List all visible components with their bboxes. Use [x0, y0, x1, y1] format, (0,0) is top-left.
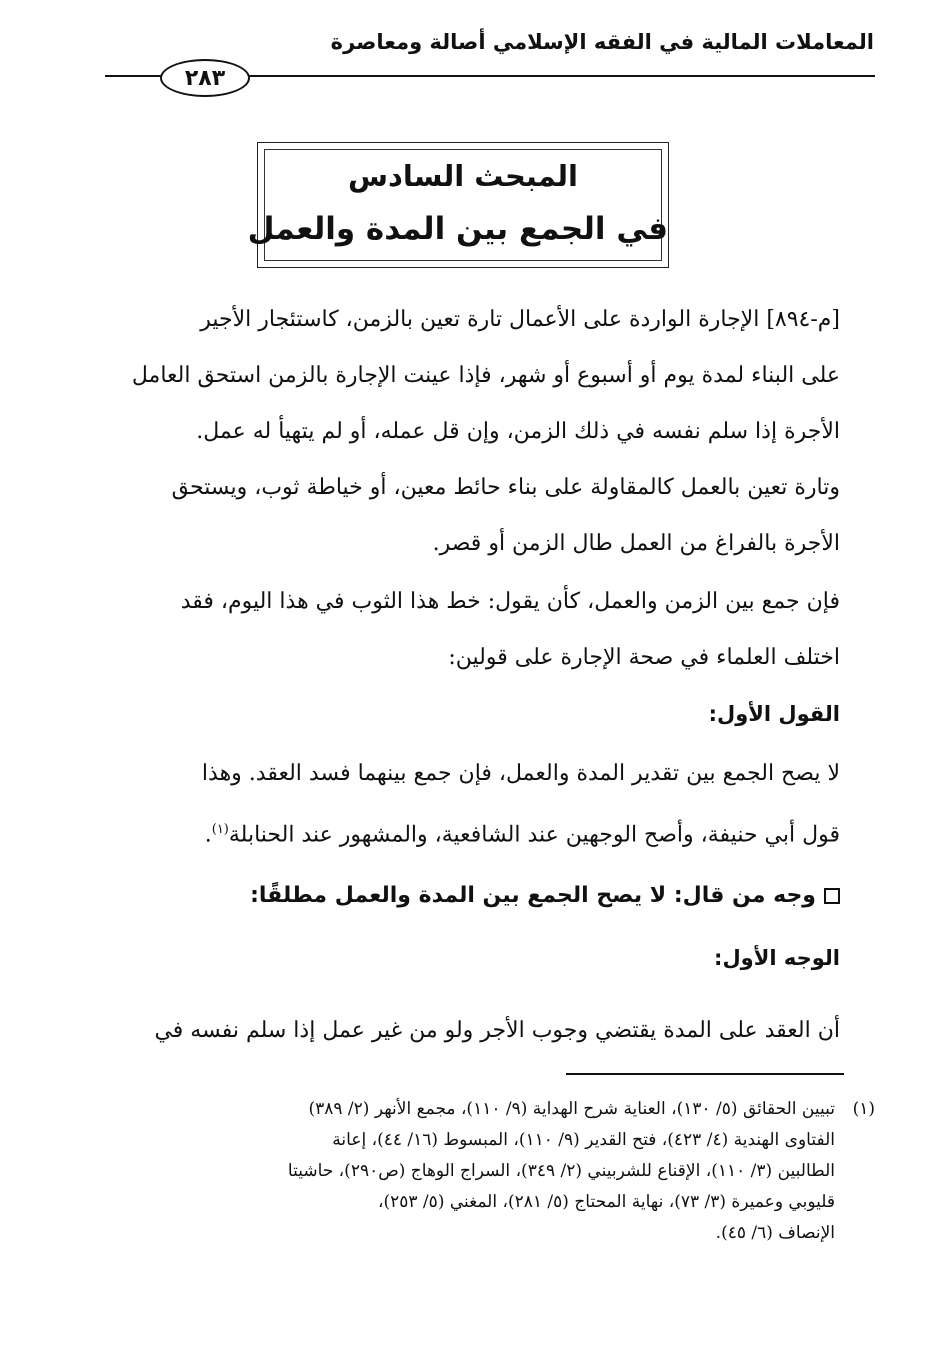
footnote-number: (١) [852, 1099, 875, 1119]
paragraph-4 [95, 746, 840, 863]
paragraph-line: وتارة تعين بالعمل كالمقاولة على بناء حائط معين، أو خياطة ثوب، ويستحق [171, 475, 840, 500]
paragraph-1 [95, 292, 840, 460]
footnote-line: تبيين الحقائق (٥/ ١٣٠)، العناية شرح الهداية (٩/ ١١٠)، مجمع الأنهر (٢/ ٣٨٩) [308, 1099, 835, 1119]
paragraph-5 [95, 1003, 840, 1059]
paragraph-line: الأجرة بالفراغ من العمل طال الزمن أو قصر. [432, 531, 840, 556]
heading-evidence [250, 883, 840, 908]
paragraph-line: لا يصح الجمع بين تقدير المدة والعمل، فإن جمع بينهما فسد العقد. وهذا [201, 761, 840, 786]
section-subtitle: في الجمع بين المدة والعمل [247, 211, 668, 247]
paragraph-line: على البناء لمدة يوم أو أسبوع أو شهر، فإذا عينت الإجارة بالزمن استحق العامل [131, 363, 840, 388]
paragraph-line [95, 802, 840, 863]
footnote-reference[interactable]: (١) [211, 822, 229, 837]
section-title-box [247, 142, 669, 268]
paragraph-line: أن العقد على المدة يقتضي وجوب الأجر ولو من غير عمل إذا سلم نفسه في [154, 1018, 840, 1043]
heading-first-aspect: الوجه الأول: [714, 946, 840, 970]
footnote-line: قليوبي وعميرة (٣/ ٧٣)، نهاية المحتاج (٥/ ٢٨١)، المغني (٥/ ٢٥٣)، [378, 1192, 835, 1212]
footnote-line: الطالبين (٣/ ١١٠)، الإقناع للشربيني (٢/ ٣٤٩)، السراج الوهاج (ص٢٩٠)، حاشيتا [287, 1161, 835, 1181]
paragraph-2 [95, 460, 840, 572]
footnote-line: الإنصاف (٦/ ٤٥). [715, 1223, 835, 1243]
paragraph-3 [95, 574, 840, 686]
page-number: ٢٨٣ [160, 59, 250, 97]
paragraph-line: الأجرة إذا سلم نفسه في ذلك الزمن، وإن قل عمله، أو لم يتهيأ له عمل. [196, 419, 840, 444]
paragraph-line-text: قول أبي حنيفة، وأصح الوجهين عند الشافعية، والمشهور عند الحنابلة [228, 822, 840, 848]
checkbox-square-icon [824, 888, 840, 904]
paragraph-line: اختلف العلماء في صحة الإجارة على قولين: [448, 645, 840, 670]
running-title: المعاملات المالية في الفقه الإسلامي أصالة ومعاصرة [330, 30, 874, 54]
paragraph-line: [م-٨٩٤] الإجارة الواردة على الأعمال تارة تعين بالزمن، كاستئجار الأجير [200, 307, 840, 332]
footnote-body [95, 1094, 835, 1249]
heading-evidence-text: وجه من قال: لا يصح الجمع بين المدة والعمل مطلقًا: [250, 883, 816, 908]
paragraph-end-mark: . [204, 822, 212, 848]
paragraph-line: فإن جمع بين الزمن والعمل، كأن يقول: خط هذا الثوب في هذا اليوم، فقد [180, 589, 840, 614]
footnote-1 [95, 1094, 875, 1249]
footnote-separator [566, 1073, 844, 1075]
heading-first-opinion: القول الأول: [708, 702, 840, 726]
footnote-line: الفتاوى الهندية (٤/ ٤٢٣)، فتح القدير (٩/ ١١٠)، المبسوط (١٦/ ٤٤)، إعانة [332, 1130, 835, 1150]
section-title: المبحث السادس [348, 159, 578, 193]
